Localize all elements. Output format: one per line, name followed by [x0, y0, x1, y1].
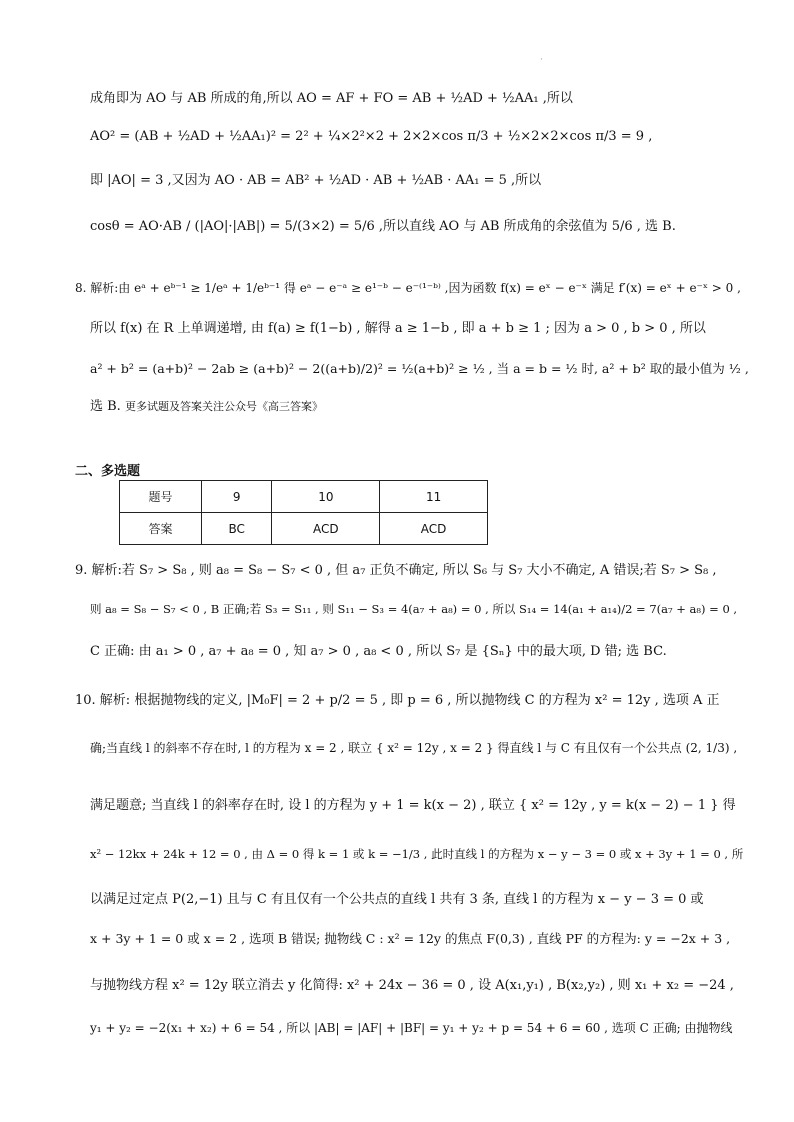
q8-line-2: 所以 f(x) 在 R 上单调递增, 由 f(a) ≥ f(1−b) , 解得 a ≥ 1−b , 即 a + b ≥ 1 ; 因为 a > 0 , b > 0 , 所以 [90, 321, 706, 336]
table-cell: 答案 [120, 513, 202, 545]
q7-line-4: cosθ = AO·AB / (|AO|·|AB|) = 5/(3×2) = 5/6 ,所以直线 AO 与 AB 所成角的余弦值为 5/6 , 选 B. [90, 219, 676, 234]
q8-line-3: a² + b² = (a+b)² − 2ab ≥ (a+b)² − 2((a+b)/2)² = ½(a+b)² ≥ ½ , 当 a = b = ½ 时, a² + b² 取的最小值为 ½ , [90, 361, 749, 376]
table-row [120, 481, 488, 513]
answer-table [119, 480, 488, 545]
q10-line-3: 满足题意; 当直线 l 的斜率存在时, 设 l 的方程为 y + 1 = k(x − 2) , 联立 { x² = 12y , y = k(x − 2) − 1 } 得 [90, 798, 736, 813]
table-row [120, 513, 488, 545]
q9-line-1: 9. 解析:若 S₇ > S₈ , 则 a₈ = S₈ − S₇ < 0 , 但 a₇ 正负不确定, 所以 S₆ 与 S₇ 大小不确定, A 错误;若 S₇ > S₈ , [75, 563, 717, 578]
q10-line-2: 确;当直线 l 的斜率不存在时, l 的方程为 x = 2 , 联立 { x² = 12y , x = 2 } 得直线 l 与 C 有且仅有一个公共点 (2, 1/3) , [90, 741, 738, 755]
q9-line-2: 则 a₈ = S₈ − S₇ < 0 , B 正确;若 S₃ = S₁₁ , 则 S₁₁ − S₃ = 4(a₇ + a₈) = 0 , 所以 S₁₄ = 14(a₁ + a₁₄)/2 = 7(a₇ + a₈) = 0 , [90, 602, 738, 616]
q10-line-7: 与抛物线方程 x² = 12y 联立消去 y 化简得: x² + 24x − 36 = 0 , 设 A(x₁,y₁) , B(x₂,y₂) , 则 x₁ + x₂ = −24 , [90, 978, 734, 993]
q10-line-6: x + 3y + 1 = 0 或 x = 2 , 选项 B 错误; 抛物线 C : x² = 12y 的焦点 F(0,3) , 直线 PF 的方程为: y = −2x + 3 , [90, 931, 731, 946]
table-cell: ACD [380, 513, 488, 545]
table-cell: ACD [272, 513, 380, 545]
q7-line-2: AO² = (AB + ½AD + ½AA₁)² = 2² + ¼×2²×2 + 2×2×cos π/3 + ½×2×2×cos π/3 = 9 , [90, 129, 653, 144]
q10-line-1: 10. 解析: 根据抛物线的定义, |M₀F| = 2 + p/2 = 5 , 即 p = 6 , 所以抛物线 C 的方程为 x² = 12y , 选项 A 正 [75, 693, 720, 708]
q8-note: 更多试题及答案关注公众号《高三答案》 [124, 400, 323, 413]
page-marker: · [540, 55, 543, 65]
q8-answer: 选 B. [90, 399, 121, 414]
table-cell: 11 [380, 481, 488, 513]
section-heading: 二、多选题 [75, 464, 141, 479]
q10-line-5: 以满足过定点 P(2,−1) 且与 C 有且仅有一个公共点的直线 l 共有 3 条, 直线 l 的方程为 x − y − 3 = 0 或 [90, 892, 704, 907]
table-cell: 10 [272, 481, 380, 513]
table-cell: BC [202, 513, 272, 545]
q10-line-8: y₁ + y₂ = −2(x₁ + x₂) + 6 = 54 , 所以 |AB| = |AF| + |BF| = y₁ + y₂ + p = 54 + 6 = 60 , 选项 C 正确; 由抛物线 [90, 1021, 733, 1035]
q10-line-4: x² − 12kx + 24k + 12 = 0 , 由 Δ = 0 得 k = 1 或 k = −1/3 , 此时直线 l 的方程为 x − y − 3 = 0 或 x + 3y + 1 = 0 , 所 [90, 847, 744, 861]
q7-line-3: 即 |AO| = 3 ,又因为 AO · AB = AB² + ½AD · AB + ½AB · AA₁ = 5 ,所以 [90, 173, 542, 188]
table-cell: 9 [202, 481, 272, 513]
q8-line-4 [90, 400, 734, 413]
q8-line-1: 8. 解析:由 eᵃ + eᵇ⁻¹ ≥ 1/eᵃ + 1/eᵇ⁻¹ 得 eᵃ − e⁻ᵃ ≥ e¹⁻ᵇ − e⁻⁽¹⁻ᵇ⁾ ,因为函数 f(x) = eˣ − e⁻ˣ 满足 f′(x) = eˣ + e⁻ˣ > 0 , [75, 281, 741, 295]
q7-line-1: 成角即为 AO 与 AB 所成的角,所以 AO = AF + FO = AB + ½AD + ½AA₁ ,所以 [90, 91, 573, 106]
q9-line-3: C 正确: 由 a₁ > 0 , a₇ + a₈ = 0 , 知 a₇ > 0 , a₈ < 0 , 所以 S₇ 是 {Sₙ} 中的最大项, D 错; 选 BC. [90, 644, 667, 659]
table-cell: 题号 [120, 481, 202, 513]
